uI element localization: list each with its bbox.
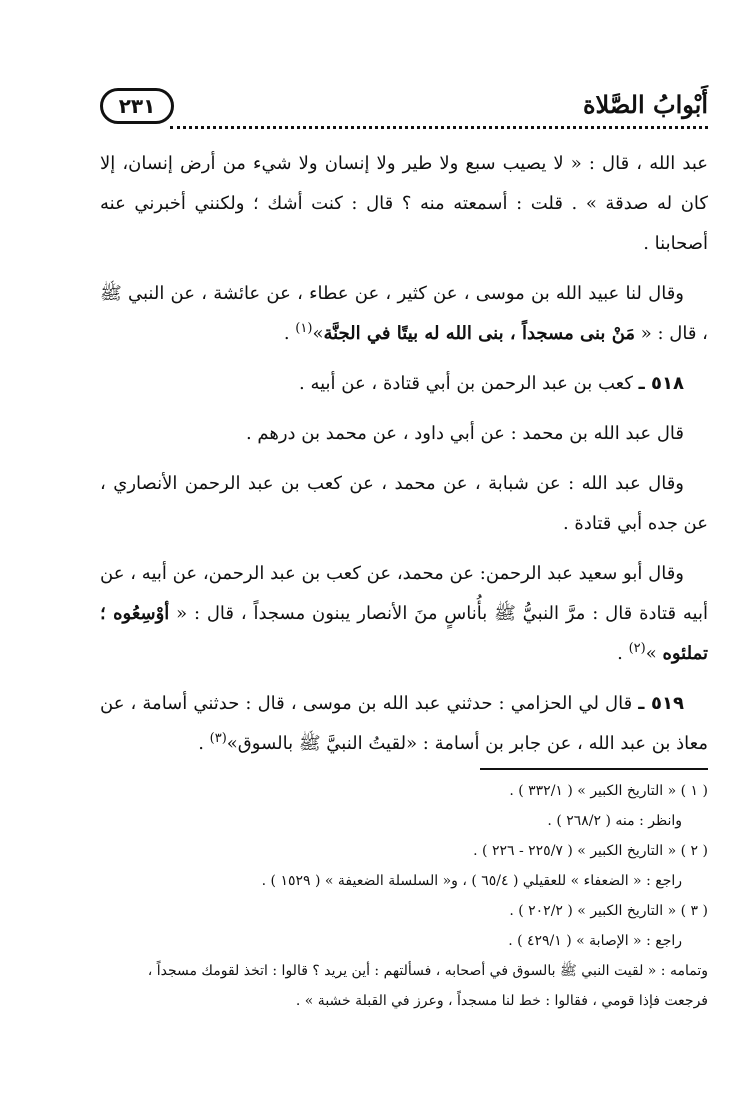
text-run: » bbox=[312, 323, 324, 344]
footnote-line: ( ١ ) « التاريخ الكبير » ( ٣٣٢/١ ) . bbox=[509, 783, 708, 799]
text-run: وقال أبو سعيد عبد الرحمن: عن محمد، عن كعب بن عبد الرحمن، عن أبيه ، عن أبيه قتادة قال : مرَّ النبيُّ ﷺ بأُناسٍ منَ الأنصار يبنون مسجداً ، قال : « bbox=[100, 563, 708, 624]
hadith-519 bbox=[100, 684, 708, 764]
hadith-quote: مَنْ بنى مسجداً ، بنى الله له بيتًا في الجنَّة bbox=[323, 323, 636, 344]
hadith-number: ٥١٨ ـ bbox=[638, 373, 684, 394]
main-text bbox=[100, 144, 708, 774]
footnote-line: وتمامه : « لقيت النبي ﷺ بالسوق في أصحابه ، فسألتهم : أين يريد ؟ قالوا : اتخذ لقومك مسجداً ، فرجعت فإذا قومي ، فقالوا : خط لنا مسجداً ، وعرز في القبلة خشبة » . bbox=[147, 963, 708, 1009]
hadith-number: ٥١٩ ـ bbox=[638, 693, 685, 714]
hadith-quote: أوْسِعُوه ؛ تملئوه bbox=[100, 603, 708, 664]
footnote-ref-1: (١) bbox=[295, 321, 313, 336]
text-run: . bbox=[198, 733, 210, 754]
footnote-line: راجع : « الإصابة » ( ٤٢٩/١ ) . bbox=[508, 933, 682, 949]
text-run: » bbox=[645, 643, 663, 664]
text-run: . bbox=[617, 643, 629, 664]
paragraph-4: قال عبد الله بن محمد : عن أبي داود ، عن محمد بن درهم . bbox=[245, 423, 684, 444]
footnotes bbox=[100, 776, 708, 1016]
footnote-line: ( ٢ ) « التاريخ الكبير » ( ٢٢٥/٧ - ٢٢٦ ) . bbox=[473, 843, 708, 859]
text-run: وقال لنا عبيد الله بن موسى ، عن كثير ، عن عطاء ، عن عائشة ، عن النبي ﷺ ، قال : « bbox=[100, 283, 708, 344]
paragraph-6 bbox=[100, 554, 708, 674]
paragraph-5: وقال عبد الله : عن شبابة ، عن محمد ، عن كعب بن عبد الرحمن الأنصاري ، عن جده أبي قتادة . bbox=[100, 473, 708, 534]
paragraph-2 bbox=[100, 274, 708, 354]
text-run: كعب بن عبد الرحمن بن أبي قتادة ، عن أبيه . bbox=[299, 373, 639, 394]
footnote-line: وانظر : منه ( ٢٦٨/٢ ) . bbox=[547, 813, 682, 829]
header-dotted-rule bbox=[170, 126, 708, 129]
page-number-badge bbox=[100, 88, 174, 124]
hadith-518 bbox=[100, 364, 708, 404]
text-run: . bbox=[283, 323, 296, 344]
footnote-ref-2: (٢) bbox=[628, 641, 646, 656]
footnote-line: ( ٣ ) « التاريخ الكبير » ( ٢٠٢/٢ ) . bbox=[509, 903, 708, 919]
footnote-separator bbox=[480, 768, 708, 770]
page-number: ٢٣١ bbox=[118, 94, 156, 118]
running-title: أَبْوابُ الصَّلاة bbox=[582, 90, 708, 119]
footnote-line: راجع : « الضعفاء » للعقيلي ( ٦٥/٤ ) ، و« السلسلة الضعيفة » ( ١٥٢٩ ) . bbox=[261, 873, 682, 889]
paragraph-1: عبد الله ، قال : « لا يصيب سبع ولا طير ولا إنسان ولا شيء من أرض إنسان، إلا كان له صدقة » . قلت : أسمعته منه ؟ قال : كنت أشك ؛ ولكنني أخبرني عنه أصحابنا . bbox=[100, 153, 708, 254]
text-run: قال لي الحزامي : حدثني عبد الله بن موسى ، قال : حدثني أسامة ، عن معاذ بن عبد الله ، عن جابر بن أسامة : «لقيتُ النبيَّ ﷺ بالسوق» bbox=[100, 693, 708, 754]
page-header bbox=[100, 84, 708, 130]
footnote-ref-3: (٣) bbox=[209, 731, 227, 746]
